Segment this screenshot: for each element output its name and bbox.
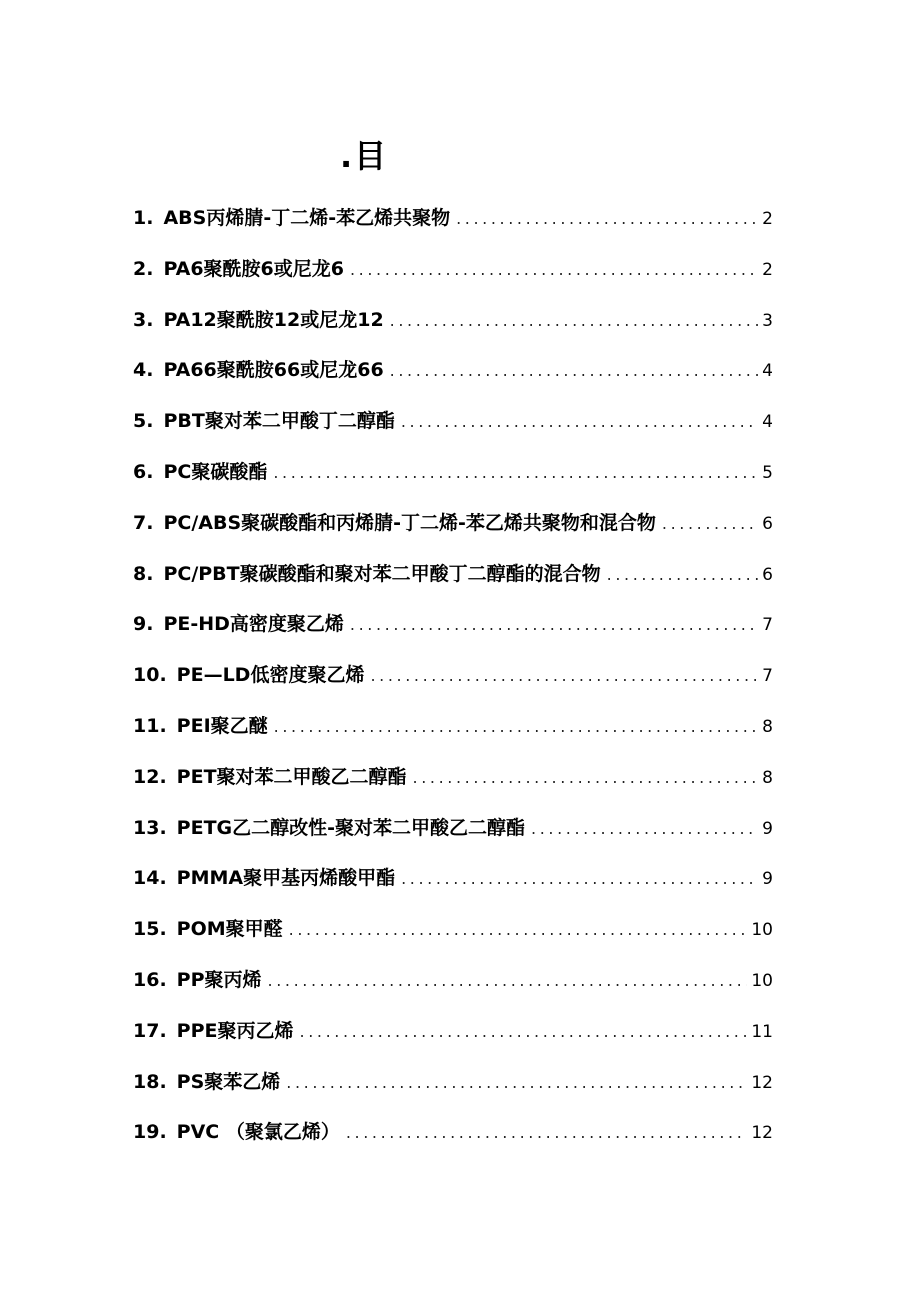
toc-entry-label: PPE聚丙乙烯 <box>176 1019 294 1042</box>
toc-entry[interactable] <box>133 609 773 660</box>
toc-entry[interactable] <box>133 711 773 762</box>
toc-entry-number: 14. <box>133 867 167 890</box>
toc-dot-leader <box>390 356 759 386</box>
toc-dot-leader <box>370 661 758 691</box>
toc-entry-number: 12. <box>133 765 167 788</box>
toc-entry-label: POM聚甲醛 <box>176 918 283 941</box>
toc-entry-number: 11. <box>133 714 167 737</box>
toc-entry-page-number: 5 <box>762 462 773 483</box>
toc-entry-number: 6. <box>133 460 154 483</box>
toc-entry-number: 9. <box>133 613 154 636</box>
toc-dot-leader <box>607 560 759 590</box>
toc-entry-label: PVC （聚氯乙烯） <box>176 1121 340 1144</box>
toc-entry-number: 1. <box>133 207 154 229</box>
toc-entry-page-number: 10 <box>751 970 773 991</box>
toc-entry-label: PP聚丙烯 <box>176 968 262 991</box>
toc-entry-label: PMMA聚甲基丙烯酸甲酯 <box>176 867 396 890</box>
toc-entry-page-number: 8 <box>762 716 773 737</box>
toc-entry-label: PA6聚酰胺6或尼龙6 <box>163 257 344 280</box>
toc-entry[interactable] <box>133 762 773 813</box>
toc-dot-leader <box>289 915 748 945</box>
toc-entry[interactable] <box>133 406 773 457</box>
toc-entry-number: 19. <box>133 1121 167 1144</box>
toc-entry-page-number: 7 <box>762 666 773 687</box>
toc-entry[interactable] <box>133 1117 773 1168</box>
toc-entry[interactable] <box>133 559 773 610</box>
toc-entry-page-number: 9 <box>762 869 773 890</box>
toc-entry-label: PE-HD高密度聚乙烯 <box>163 613 344 636</box>
toc-dot-leader <box>531 814 758 844</box>
toc-entry-number: 13. <box>133 816 167 839</box>
toc-dot-leader <box>390 306 759 336</box>
toc-title: .目 <box>340 137 389 175</box>
toc-entry-label: PC/PBT聚碳酸酯和聚对苯二甲酸丁二醇酯的混合物 <box>163 562 601 585</box>
toc-entry-number: 7. <box>133 511 154 534</box>
toc-entry-page-number: 8 <box>762 767 773 788</box>
toc-entry-page-number: 2 <box>762 209 773 229</box>
toc-entry-label: PA12聚酰胺12或尼龙12 <box>163 308 384 331</box>
toc-dot-leader <box>286 1068 747 1098</box>
toc-entry-label: PS聚苯乙烯 <box>176 1070 281 1093</box>
toc-entry-label: PEI聚乙醚 <box>176 714 268 737</box>
toc-entry[interactable] <box>133 508 773 559</box>
toc-entry-label: PETG乙二醇改性-聚对苯二甲酸乙二醇酯 <box>176 816 526 839</box>
toc-entry-page-number: 10 <box>751 920 773 941</box>
toc-list <box>133 203 773 1168</box>
toc-entry-page-number: 4 <box>762 412 773 433</box>
toc-dot-leader <box>456 204 758 234</box>
toc-entry[interactable] <box>133 305 773 356</box>
toc-entry-number: 2. <box>133 257 154 280</box>
toc-entry[interactable] <box>133 965 773 1016</box>
toc-dot-leader <box>346 1118 747 1148</box>
toc-entry-page-number: 4 <box>762 361 773 382</box>
toc-entry-number: 15. <box>133 918 167 941</box>
toc-entry[interactable] <box>133 914 773 965</box>
toc-dot-leader <box>401 864 758 894</box>
toc-entry-page-number: 3 <box>762 310 773 331</box>
toc-entry[interactable] <box>133 1067 773 1118</box>
toc-entry-number: 8. <box>133 562 154 585</box>
toc-entry[interactable] <box>133 203 773 254</box>
toc-entry-number: 16. <box>133 968 167 991</box>
toc-entry-label: PC/ABS聚碳酸酯和丙烯腈-丁二烯-苯乙烯共聚物和混合物 <box>163 511 656 534</box>
toc-entry-page-number: 12 <box>751 1123 773 1144</box>
toc-entry-label: PE—LD低密度聚乙烯 <box>176 664 365 687</box>
toc-dot-leader <box>268 966 748 996</box>
toc-entry[interactable] <box>133 863 773 914</box>
toc-dot-leader <box>662 509 758 539</box>
toc-entry-number: 3. <box>133 308 154 331</box>
toc-entry-number: 5. <box>133 410 154 433</box>
toc-entry[interactable] <box>133 254 773 305</box>
toc-entry-number: 4. <box>133 359 154 382</box>
toc-entry[interactable] <box>133 1016 773 1067</box>
toc-entry-page-number: 12 <box>751 1072 773 1093</box>
toc-dot-leader <box>350 255 758 285</box>
toc-entry[interactable] <box>133 813 773 864</box>
toc-entry-page-number: 6 <box>762 564 773 585</box>
toc-entry-page-number: 7 <box>762 615 773 636</box>
toc-entry-page-number: 11 <box>751 1021 773 1042</box>
toc-entry-page-number: 9 <box>762 818 773 839</box>
toc-entry-page-number: 2 <box>762 259 773 280</box>
toc-entry-label: ABS丙烯腈-丁二烯-苯乙烯共聚物 <box>163 207 451 229</box>
toc-dot-leader <box>401 407 758 437</box>
toc-entry[interactable] <box>133 660 773 711</box>
toc-dot-leader <box>413 763 759 793</box>
toc-entry-label: PC聚碳酸酯 <box>163 460 268 483</box>
toc-entry[interactable] <box>133 355 773 406</box>
toc-entry-page-number: 6 <box>762 513 773 534</box>
toc-dot-leader <box>274 712 759 742</box>
toc-dot-leader <box>350 610 758 640</box>
toc-entry[interactable] <box>133 457 773 508</box>
toc-dot-leader <box>300 1017 748 1047</box>
toc-entry-label: PBT聚对苯二甲酸丁二醇酯 <box>163 410 395 433</box>
toc-dot-leader <box>273 458 758 488</box>
toc-entry-label: PET聚对苯二甲酸乙二醇酯 <box>176 765 407 788</box>
toc-entry-label: PA66聚酰胺66或尼龙66 <box>163 359 384 382</box>
toc-entry-number: 17. <box>133 1019 167 1042</box>
toc-entry-number: 18. <box>133 1070 167 1093</box>
toc-entry-number: 10. <box>133 664 167 687</box>
